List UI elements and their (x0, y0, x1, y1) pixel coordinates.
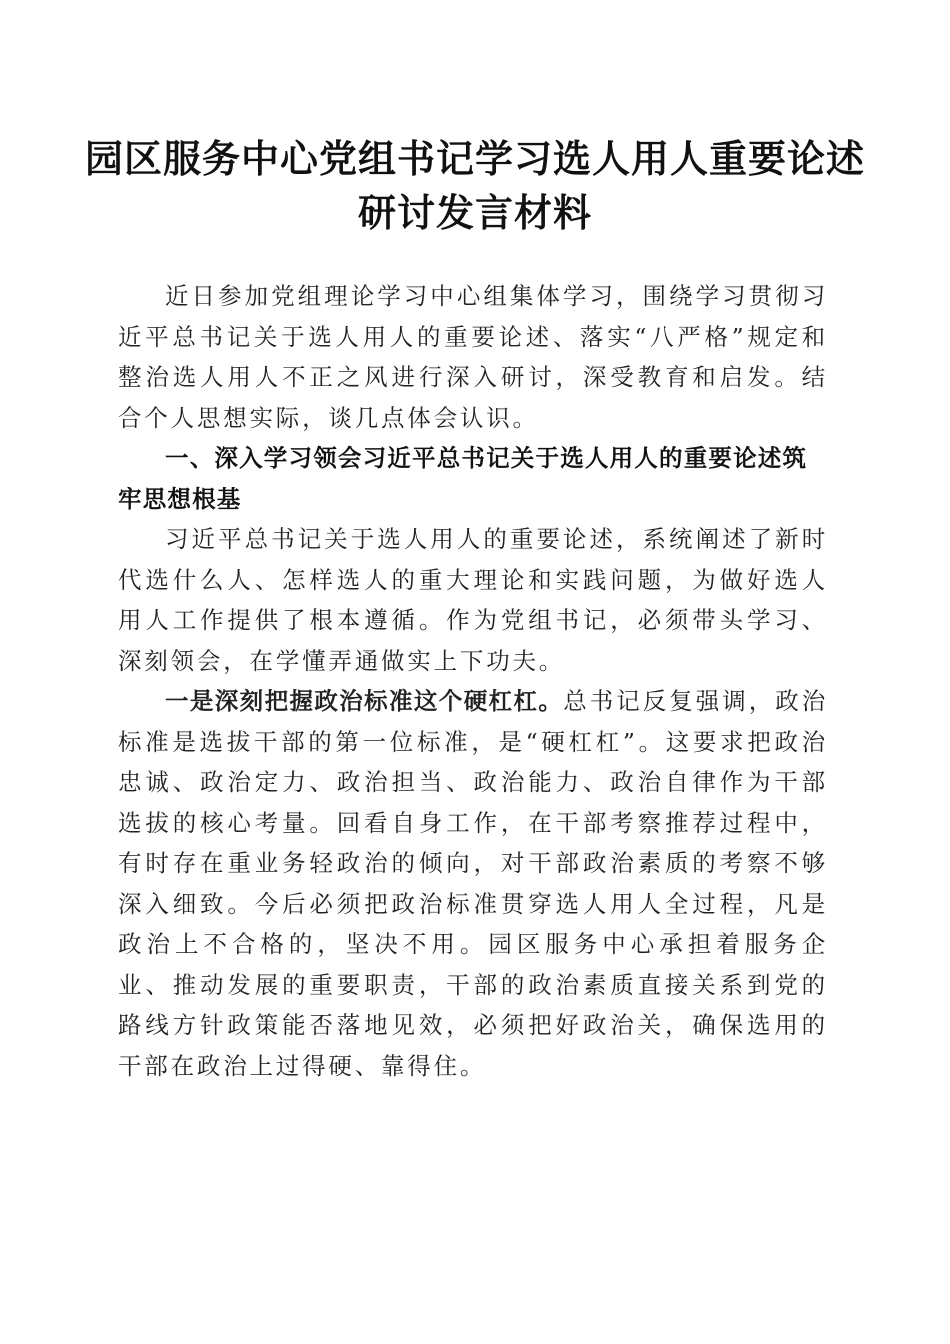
section-1-heading: 一、深入学习领会习近平总书记关于选人用人的重要论述筑牢思想根基 (118, 444, 808, 513)
document-title (0, 132, 950, 240)
intro-paragraph: 近日参加党组理论学习中心组集体学习，围绕学习贯彻习近平总书记关于选人用人的重要论述、落实“八严格”规定和整治选人用人不正之风进行深入研讨，深受教育和启发。结合个人思想实际，谈几点体会认识。 (118, 282, 828, 432)
paragraph-body-text: 总书记反复强调，政治标准是选拔干部的第一位标准，是“硬杠杠”。这要求把政治忠诚、政治定力、政治担当、政治能力、政治自律作为干部选拔的核心考量。回看自身工作，在干部考察推荐过程中，有时存在重业务轻政治的倾向，对干部政治素质的考察不够深入细致。今后必须把政治标准贯穿选人用人全过程，凡是政治上不合格的，坚决不用。园区服务中心承担着服务企业、推动发展的重要职责，干部的政治素质直接关系到党的路线方针政策能否落地见效，必须把好政治关，确保选用的干部在政治上过得硬、靠得住。 (118, 687, 829, 1080)
document-body (118, 276, 828, 1086)
paragraph-lead-sentence: 一是深刻把握政治标准这个硬杠杠。 (165, 687, 564, 715)
title-line-2: 研讨发言材料 (357, 190, 592, 235)
section-1-paragraph-1: 习近平总书记关于选人用人的重要论述，系统阐述了新时代选什么人、怎样选人的重大理论和实践问题，为做好选人用人工作提供了根本遵循。作为党组书记，必须带头学习、深刻领会，在学懂弄通做实上下功夫。 (118, 525, 828, 675)
title-line-1: 园区服务中心党组书记学习选人用人重要论述 (84, 136, 865, 181)
section-1-paragraph-2 (118, 681, 828, 1086)
